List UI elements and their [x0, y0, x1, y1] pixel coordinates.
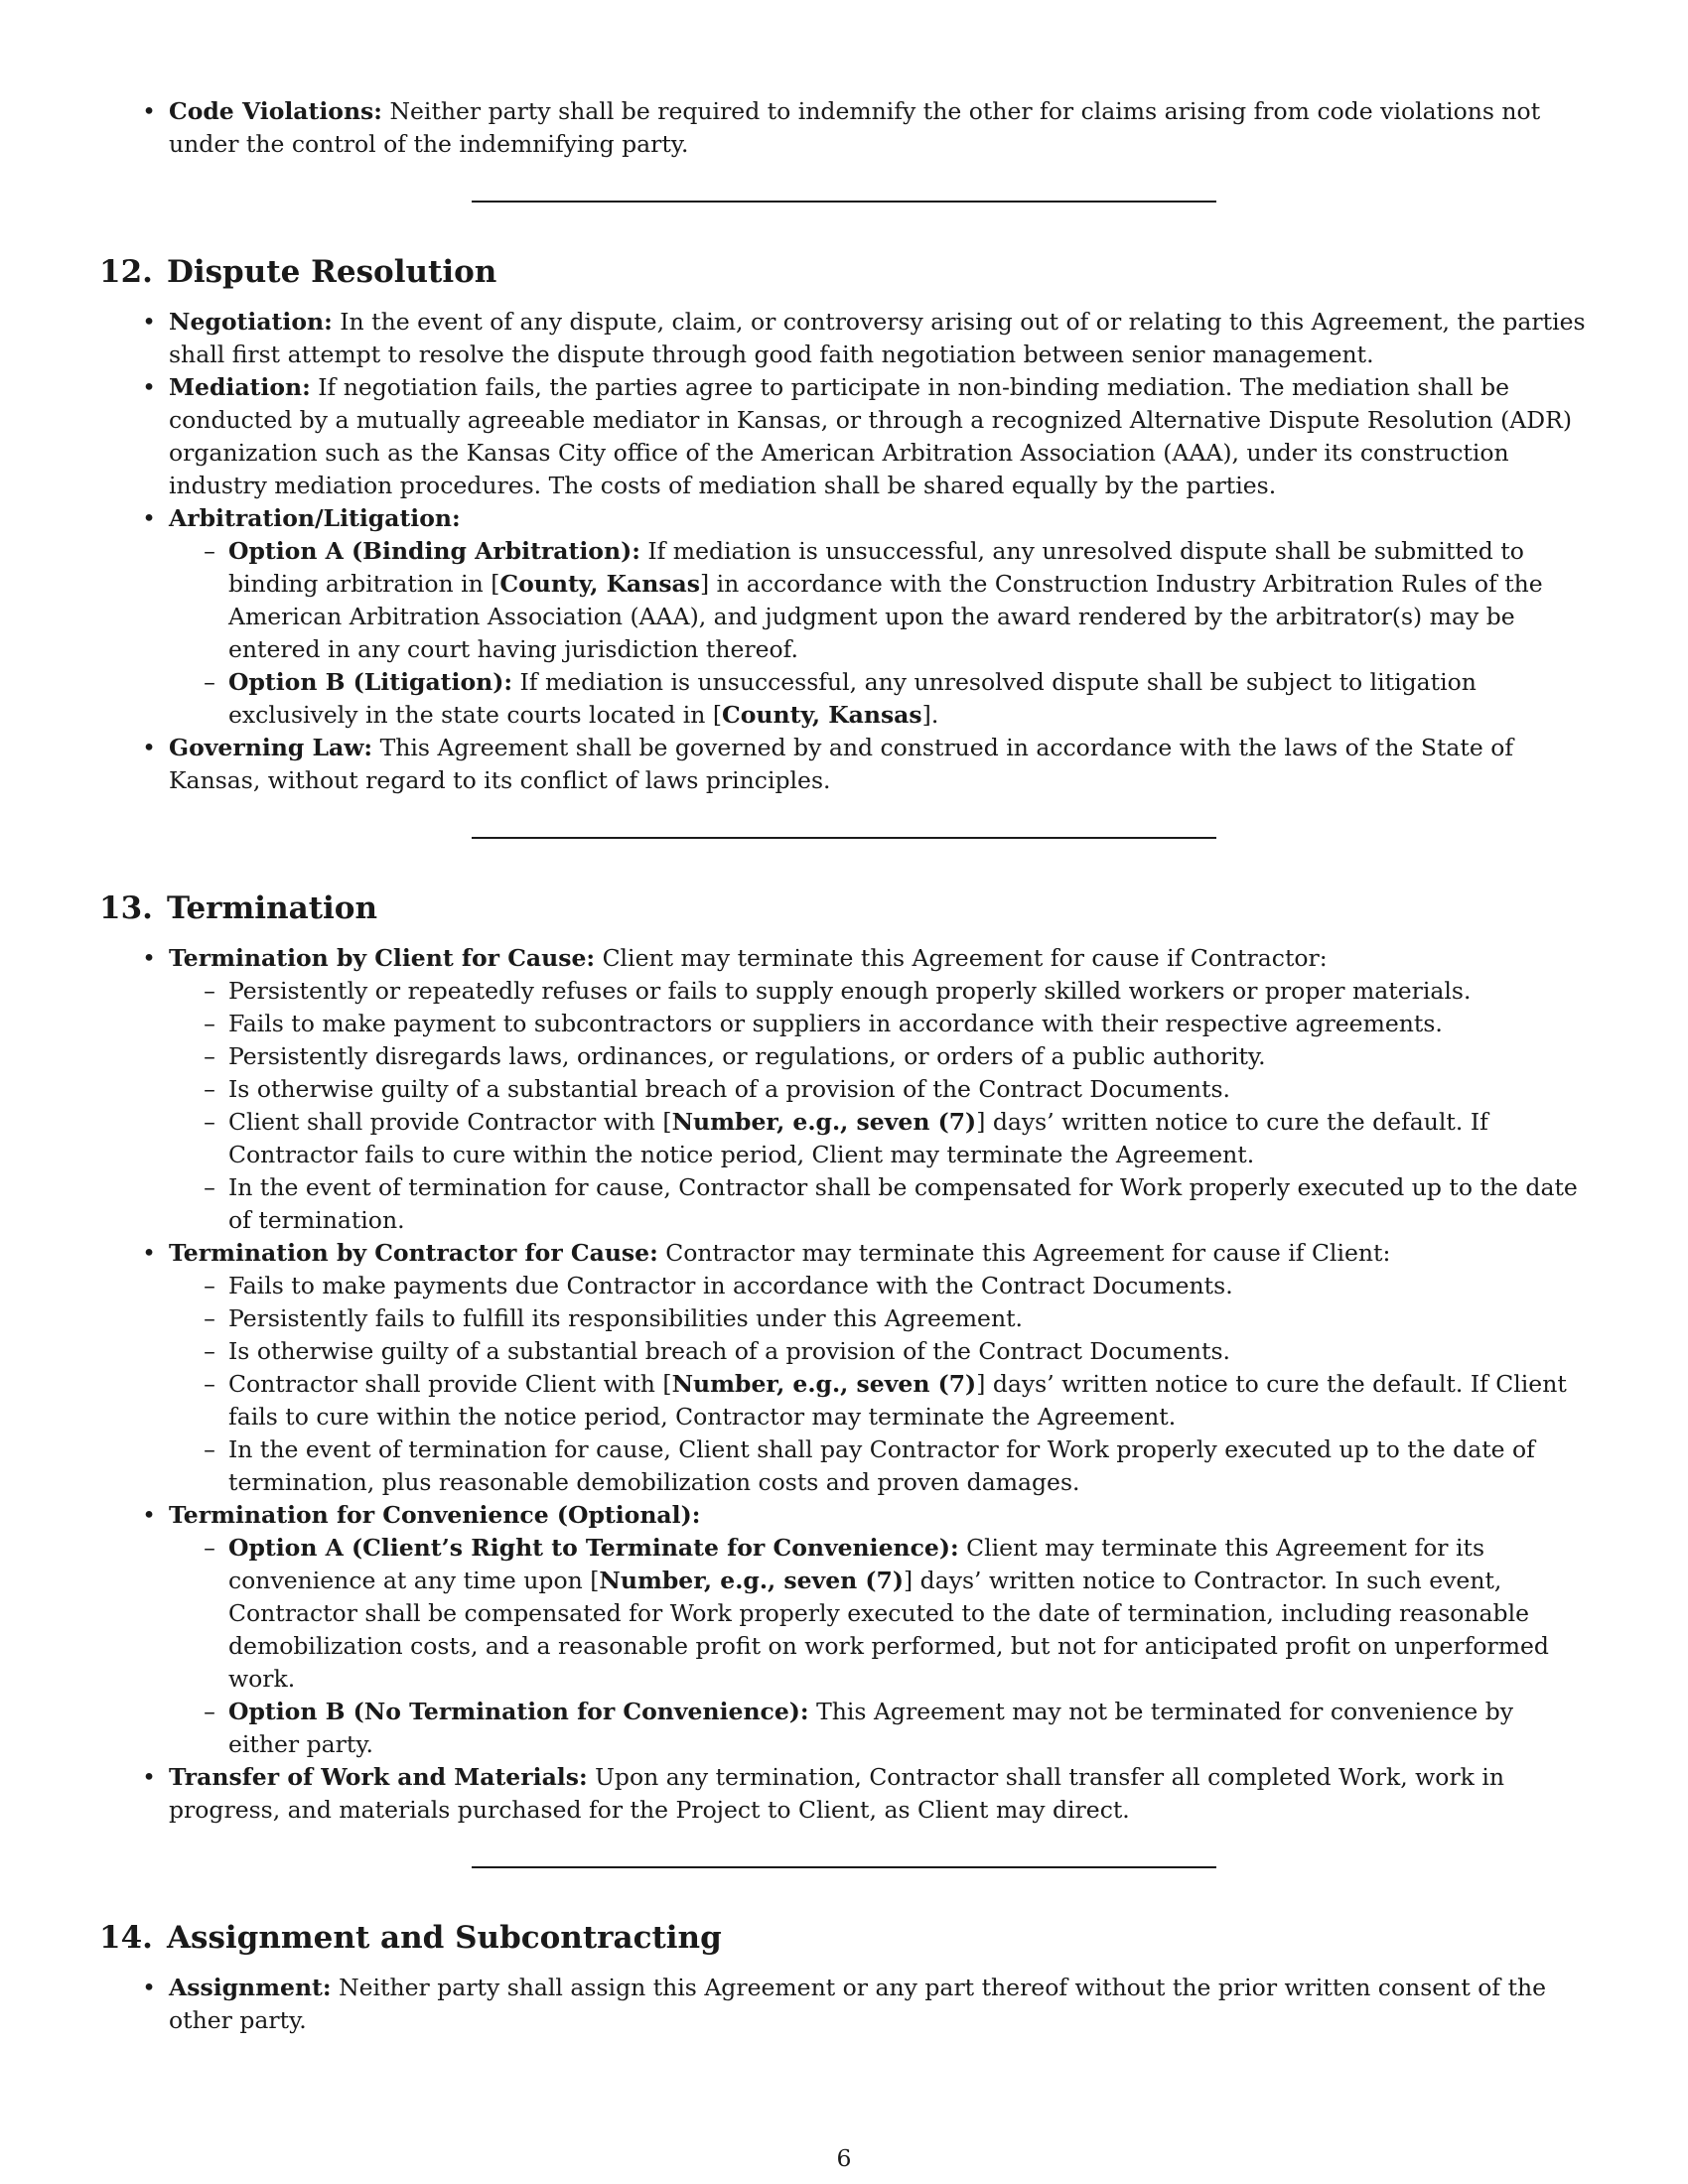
- list-item: [99, 95, 1589, 161]
- list-item: [169, 1040, 1589, 1073]
- conv-option-a-text: Client may terminate this Agreement for its convenience at any time upon [: [228, 1534, 1485, 1594]
- section-title: Dispute Resolution: [166, 254, 497, 290]
- governing-law-text: This Agreement shall be governed by and construed in accordance with the laws of the State of Kansas, without regard to its conflict of laws principles.: [169, 734, 1514, 794]
- dash-icon: –: [204, 1534, 215, 1562]
- code-violations-label: Code Violations:: [169, 97, 382, 125]
- placeholder-number: Number, e.g., seven (7): [599, 1567, 905, 1594]
- list-item: [169, 1696, 1589, 1761]
- option-b-text: If mediation is unsuccessful, any unresolved dispute shall be subject to litigation exclusively in the state courts located in [: [228, 668, 1477, 729]
- negotiation-text: In the event of any dispute, claim, or controversy arising out of or relating to this Agreement, the parties shall first attempt to resolve the dispute through good faith negotiation between senior management.: [169, 308, 1586, 368]
- transfer-text: Upon any termination, Contractor shall transfer all completed Work, work in progress, and materials purchased for the Project to Client, as Client may direct.: [169, 1763, 1505, 1824]
- list-item: [169, 1106, 1589, 1171]
- convenience-label: Termination for Convenience (Optional):: [169, 1501, 701, 1529]
- assignment-text: Neither party shall assign this Agreement or any part thereof without the prior written consent of the other party.: [169, 1974, 1547, 2034]
- list-item: [169, 1073, 1589, 1106]
- bullet-icon: •: [142, 97, 156, 125]
- dash-icon: –: [204, 668, 215, 696]
- negotiation-label: Negotiation:: [169, 308, 333, 336]
- client-cause-label: Termination by Client for Cause:: [169, 944, 596, 972]
- conv-option-a-label: Option A (Client’s Right to Terminate for Convenience):: [228, 1534, 959, 1562]
- dash-icon: –: [204, 977, 215, 1005]
- client-item-text: Persistently or repeatedly refuses or fails to supply enough properly skilled workers or proper materials.: [228, 977, 1472, 1005]
- list-item: [169, 666, 1589, 732]
- list-item: [99, 1761, 1589, 1827]
- dash-icon: –: [204, 1272, 215, 1299]
- contractor-compensation-text: In the event of termination for cause, Client shall pay Contractor for Work properly executed up to the date of termination, plus reasonable demobilization costs and proven damages.: [228, 1435, 1535, 1496]
- client-notice-text-end: ] days’ written notice to cure the default. If Contractor fails to cure within the notice period, Client may terminate the Agreement.: [228, 1108, 1488, 1168]
- client-cause-text: Client may terminate this Agreement for cause if Contractor:: [602, 944, 1328, 972]
- dash-icon: –: [204, 1108, 215, 1136]
- client-item-text: Fails to make payment to subcontractors or suppliers in accordance with their respective agreements.: [228, 1010, 1443, 1037]
- bullet-icon: •: [142, 1501, 156, 1529]
- section-heading-12: [99, 252, 1589, 292]
- placeholder-county: County, Kansas: [722, 701, 922, 729]
- list-item: [99, 732, 1589, 797]
- code-violations-text: Neither party shall be required to indemnify the other for claims arising from code violations not under the control of the indemnifying party.: [169, 97, 1541, 158]
- list-item: [99, 371, 1589, 502]
- dash-icon: –: [204, 1698, 215, 1725]
- option-a-text-end: ] in accordance with the Construction Industry Arbitration Rules of the American Arbitration Association (AAA), and judgment upon the award rendered by the arbitrator(s) may be entered in any court having jurisdiction thereof.: [228, 570, 1543, 663]
- placeholder-number: Number, e.g., seven (7): [671, 1370, 977, 1398]
- section-divider: [472, 201, 1216, 203]
- indemnity-list: [99, 95, 1589, 161]
- arbitration-options: [169, 535, 1589, 732]
- governing-law-label: Governing Law:: [169, 734, 373, 761]
- option-b-label: Option B (Litigation):: [228, 668, 513, 696]
- list-item: [169, 975, 1589, 1008]
- dash-icon: –: [204, 1304, 215, 1332]
- section-heading-14: [99, 1918, 1589, 1958]
- section-divider: [472, 1866, 1216, 1868]
- bullet-icon: •: [142, 308, 156, 336]
- section-number: 14.: [99, 1920, 153, 1956]
- list-item: [99, 502, 1589, 732]
- list-item: [99, 306, 1589, 371]
- list-item: [169, 1302, 1589, 1335]
- list-item: [169, 1008, 1589, 1040]
- list-item: [99, 1972, 1589, 2037]
- placeholder-county: County, Kansas: [499, 570, 701, 598]
- section-number: 13.: [99, 890, 153, 926]
- dispute-list: [99, 306, 1589, 797]
- client-item-text: Is otherwise guilty of a substantial breach of a provision of the Contract Documents.: [228, 1075, 1230, 1103]
- conv-option-b-text: This Agreement may not be terminated for convenience by either party.: [228, 1698, 1514, 1758]
- dash-icon: –: [204, 1173, 215, 1201]
- list-item: [169, 1171, 1589, 1237]
- contractor-cause-items: [169, 1270, 1589, 1499]
- list-item: [99, 942, 1589, 1237]
- mediation-label: Mediation:: [169, 373, 311, 401]
- dash-icon: –: [204, 537, 215, 565]
- contractor-item-text: Persistently fails to fulfill its responsibilities under this Agreement.: [228, 1304, 1024, 1332]
- conv-option-b-label: Option B (No Termination for Convenience):: [228, 1698, 809, 1725]
- contractor-item-text: Is otherwise guilty of a substantial breach of a provision of the Contract Documents.: [228, 1337, 1230, 1365]
- dash-icon: –: [204, 1075, 215, 1103]
- section-title: Assignment and Subcontracting: [166, 1920, 722, 1956]
- section-divider: [472, 837, 1216, 839]
- contractor-notice-text-end: ] days’ written notice to cure the default. If Client fails to cure within the notice period, Contractor may terminate the Agreement.: [228, 1370, 1567, 1431]
- placeholder-number: Number, e.g., seven (7): [671, 1108, 977, 1136]
- convenience-options: [169, 1532, 1589, 1761]
- section-heading-13: [99, 888, 1589, 928]
- contractor-item-text: Fails to make payments due Contractor in accordance with the Contract Documents.: [228, 1272, 1233, 1299]
- conv-option-a-text-end: ] days’ written notice to Contractor. In such event, Contractor shall be compensated for Work properly executed to the date of termination, including reasonable demobilization costs, and a reasonable profit on work performed, but not for anticipated profit on unperformed work.: [228, 1567, 1549, 1693]
- list-item: [169, 1532, 1589, 1696]
- list-item: [169, 1335, 1589, 1368]
- list-item: [169, 1270, 1589, 1302]
- option-a-label: Option A (Binding Arbitration):: [228, 537, 640, 565]
- document-page: [99, 95, 1589, 2037]
- transfer-label: Transfer of Work and Materials:: [169, 1763, 588, 1791]
- dash-icon: –: [204, 1042, 215, 1070]
- assignment-list: [99, 1972, 1589, 2037]
- client-notice-text: Client shall provide Contractor with [: [228, 1108, 672, 1136]
- option-a-text: If mediation is unsuccessful, any unresolved dispute shall be submitted to binding arbitration in [: [228, 537, 1524, 598]
- dash-icon: –: [204, 1370, 215, 1398]
- bullet-icon: •: [142, 1763, 156, 1791]
- contractor-cause-text: Contractor may terminate this Agreement for cause if Client:: [665, 1239, 1391, 1267]
- dash-icon: –: [204, 1337, 215, 1365]
- list-item: [169, 535, 1589, 666]
- client-compensation-text: In the event of termination for cause, Contractor shall be compensated for Work properly executed up to the date of termination.: [228, 1173, 1578, 1234]
- client-item-text: Persistently disregards laws, ordinances, or regulations, or orders of a public authority.: [228, 1042, 1266, 1070]
- list-item: [169, 1433, 1589, 1499]
- list-item: [169, 1368, 1589, 1433]
- option-b-text-end: ].: [921, 701, 939, 729]
- client-cause-items: [169, 975, 1589, 1237]
- dash-icon: –: [204, 1010, 215, 1037]
- page-number: 6: [836, 2144, 852, 2172]
- contractor-notice-text: Contractor shall provide Client with [: [228, 1370, 672, 1398]
- bullet-icon: •: [142, 373, 156, 401]
- assignment-label: Assignment:: [169, 1974, 332, 2001]
- section-title: Termination: [166, 890, 378, 926]
- contractor-cause-label: Termination by Contractor for Cause:: [169, 1239, 658, 1267]
- dash-icon: –: [204, 1435, 215, 1463]
- termination-list: [99, 942, 1589, 1827]
- section-number: 12.: [99, 254, 153, 290]
- bullet-icon: •: [142, 504, 156, 532]
- bullet-icon: •: [142, 1974, 156, 2001]
- bullet-icon: •: [142, 944, 156, 972]
- bullet-icon: •: [142, 1239, 156, 1267]
- mediation-text: If negotiation fails, the parties agree to participate in non-binding mediation. The mediation shall be conducted by a mutually agreeable mediator in Kansas, or through a recognized Alternative Dispute Resolution (ADR) organization such as the Kansas City office of the American Arbitration Association (AAA), under its construction industry mediation procedures. The costs of mediation shall be shared equally by the parties.: [169, 373, 1572, 499]
- list-item: [99, 1499, 1589, 1761]
- arbitration-label: Arbitration/Litigation:: [169, 504, 461, 532]
- list-item: [99, 1237, 1589, 1499]
- bullet-icon: •: [142, 734, 156, 761]
